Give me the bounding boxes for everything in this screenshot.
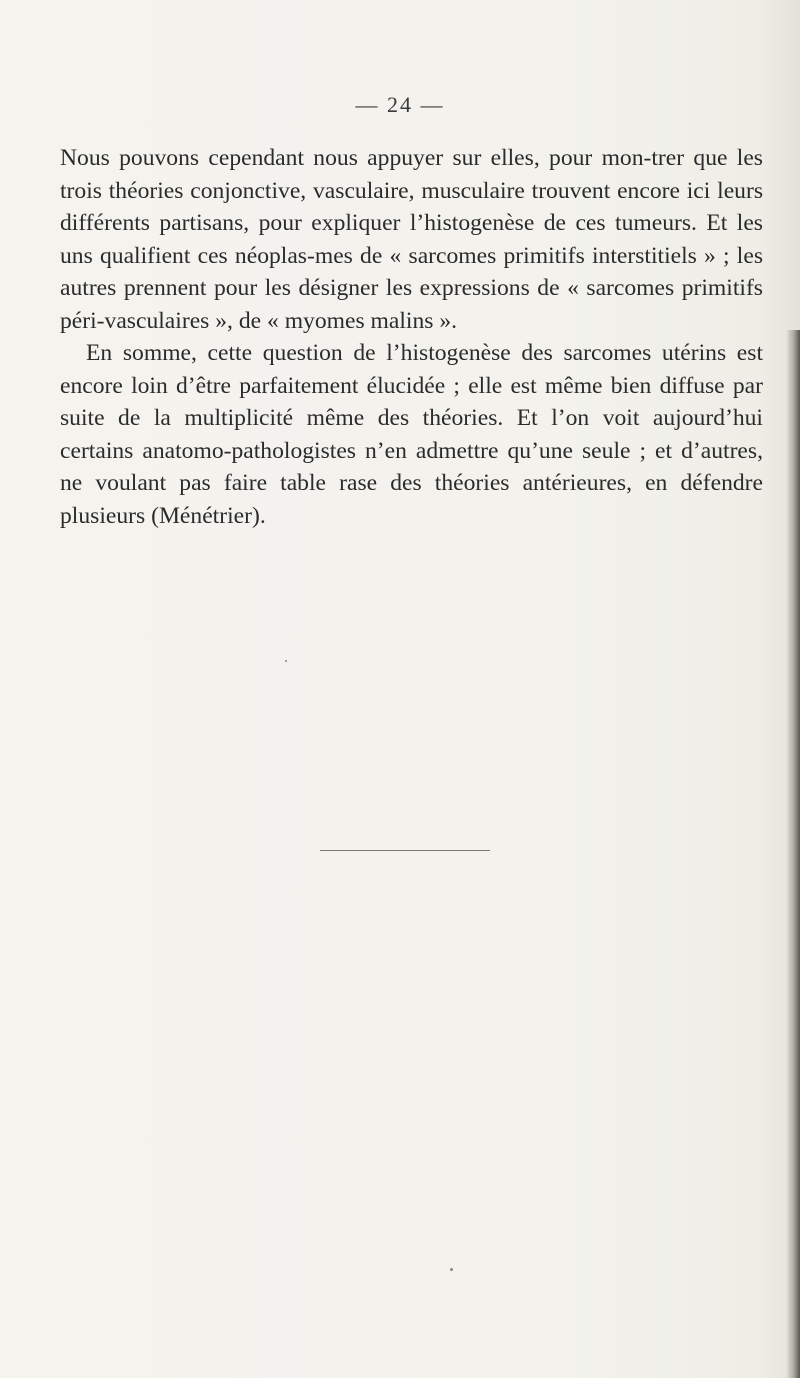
section-divider: [320, 850, 490, 851]
body-text: [60, 142, 763, 532]
paragraph-2: En somme, cette question de l’histogenèse des sarcomes utérins est encore loin d’être parfaitement élucidée ; elle est même bien diffuse par suite de la multiplicité même des théories. Et l’on voit aujourd’hui certains anatomo-pathologistes n’en admettre qu’une seule ; et d’autres, ne voulant pas faire table rase des théories antérieures, en défendre plusieurs (Ménétrier).: [60, 340, 763, 529]
paper-speck: [450, 1268, 453, 1271]
page-number: — 24 —: [355, 92, 445, 117]
paper-speck: [285, 660, 287, 662]
page-edge-shadow: [786, 330, 800, 1378]
paragraph-1: Nous pouvons cependant nous appuyer sur elles, pour mon-trer que les trois théories conjonctive, vasculaire, musculaire trouvent encore ici leurs différents partisans, pour expliquer l’histogenèse de ces tumeurs. Et les uns qualifient ces néoplas-mes de « sarcomes primitifs interstitiels » ; les autres prennent pour les désigner les expressions de « sarcomes primitifs péri-vasculaires », de « myomes malins ».: [60, 145, 763, 334]
